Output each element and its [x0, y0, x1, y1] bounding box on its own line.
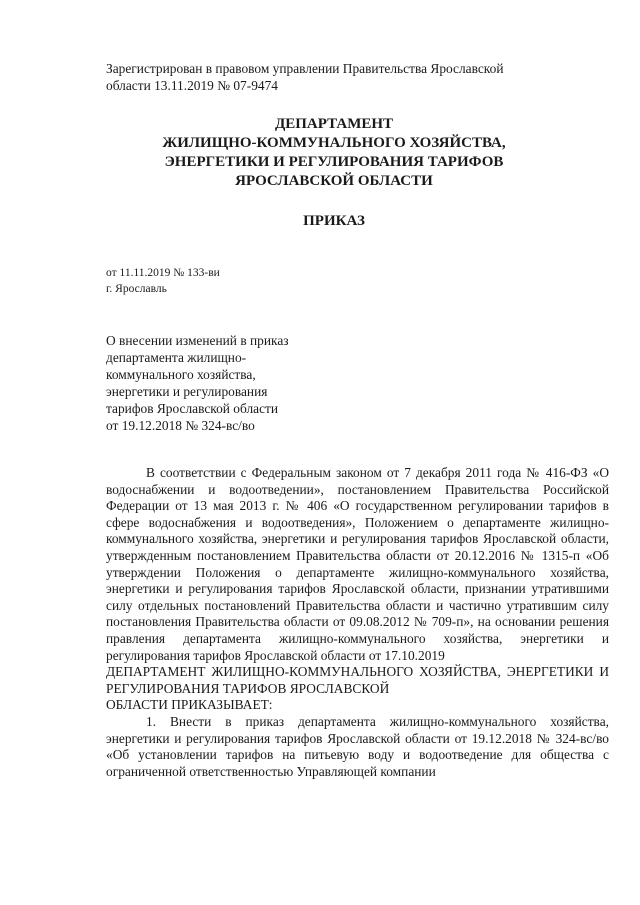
order-title: ПРИКАЗ [303, 213, 365, 229]
orders-text-last: ОБЛАСТИ ПРИКАЗЫВАЕТ: [106, 697, 273, 713]
item-1-paragraph: 1. Внести в приказ департамента жилищно-коммунального хозяйства, энергетики и регулирования тарифов Ярославской области от 19.12.2018 № 324-вс/во «Об установлении тарифов на питьевую воду и водоотведение для общества с ограниченной ответственностью Управляющей компании [106, 713, 609, 779]
heading-line-3: ЭНЕРГЕТИКИ И РЕГУЛИРОВАНИЯ ТАРИФОВ [164, 154, 504, 170]
orders-text: ДЕПАРТАМЕНТ ЖИЛИЩНО-КОММУНАЛЬНОГО ХОЗЯЙСТВА, ЭНЕРГЕТИКИ И РЕГУЛИРОВАНИЯ ТАРИФОВ ЯРОСЛАВСКОЙ [106, 664, 609, 696]
subject-line-3: коммунального хозяйства, [106, 366, 256, 382]
subject-line-6: от 19.12.2018 № 324-вс/во [106, 417, 255, 433]
order-subject [106, 333, 336, 434]
preamble-paragraph: В соответствии с Федеральным законом от 7 декабря 2011 года № 416-ФЗ «О водоснабжении и водоотведении», постановлением Правительства Российской Федерации от 13 мая 2013 г. № 406 «О государственном регулировании тарифов в сфере водоснабжения и водоотведения», Положением о департаменте жилищно-коммунального хозяйства, энергетики и регулирования тарифов Ярославской области, утвержденным постановлением Правительства области от 20.12.2016 № 1315-п «Об утверждении Положения о департаменте жилищно-коммунального хозяйства, энергетики и регулирования тарифов Ярославской области, признании утратившими силу отдельных постановлений Правительства области и частично утратившим силу постановления Правительства области от 09.08.2012 № 709-п», на основании решения правления департамента жилищно-коммунального хозяйства, энергетики и регулирования тарифов Ярославской области от 17.10.2019 [106, 465, 609, 663]
subject-line-2: департамента жилищно- [106, 349, 247, 365]
heading-line-2: ЖИЛИЩНО-КОММУНАЛЬНОГО ХОЗЯЙСТВА, [162, 135, 506, 151]
heading-line-1: ДЕПАРТАМЕНТ [274, 116, 394, 132]
order-date-number: от 11.11.2019 № 133-ви [106, 267, 220, 279]
order-city: г. Ярославль [106, 283, 167, 295]
registration-line-2: области 13.11.2019 № 07-9474 [106, 78, 278, 93]
registration-line-1: Зарегистрирован в правовом управлении Правительства Ярославской [106, 61, 504, 76]
subject-line-5: тарифов Ярославской области [106, 400, 279, 416]
heading-line-4: ЯРОСЛАВСКОЙ ОБЛАСТИ [235, 173, 433, 189]
registration-note [106, 60, 566, 94]
department-heading [100, 115, 568, 191]
order-body [106, 465, 609, 780]
orders-paragraph [106, 664, 609, 714]
subject-line-4: энергетики и регулирования [106, 383, 268, 399]
order-meta [106, 265, 220, 297]
subject-line-1: О внесении изменений в приказ [106, 333, 289, 348]
